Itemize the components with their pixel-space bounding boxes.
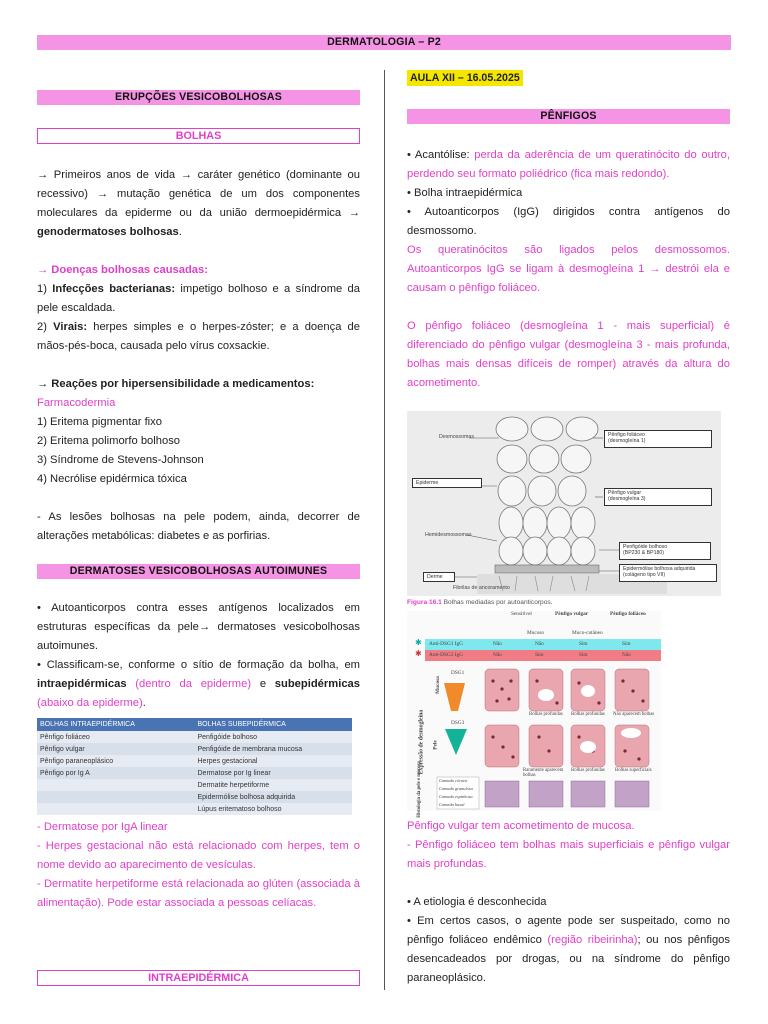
table-row: Epidermólise bolhosa adquirida (37, 791, 352, 803)
left-notes (37, 818, 360, 913)
fig2-marker-icon: ✱ (415, 649, 422, 658)
note-item: - Herpes gestacional não está relacionado com herpes, tem o nome devido ao aparecimento de vesículas. (37, 840, 360, 871)
fig2-row-label: Anti-DSG3 IgG (429, 652, 463, 658)
fig1-label: Fibrilas de ancoramento (453, 585, 510, 591)
fig1-label: Pênfigo vulgar (desmogleína 3) (604, 488, 712, 506)
acantolise-item: • Acantólise: perda da aderência de um queratinócito do outro, perdendo seu formato poliédrico (fica mais redondo). (407, 149, 730, 180)
item-2: 2) Virais: herpes simples e o herpes-zóster; e a doença de mãos-pés-boca, causada pelo vírus coxsackie. (37, 321, 360, 352)
intraepidermica-label: INTRAEPIDÉRMICA (37, 970, 360, 986)
fig2-dsg-label: DSG1 (451, 670, 465, 676)
fig2-under-label: Bolhas superficiais (615, 768, 652, 773)
fig2-col-header: Sensitivel (511, 611, 532, 617)
hyper-item: 3) Síndrome de Stevens-Johnson (37, 454, 204, 466)
fig2-col-header: Pênfigo vulgar (555, 611, 589, 617)
right-column-text-2 (407, 817, 730, 988)
farmaco-label: Farmacodermia (37, 397, 116, 409)
hyper-item: 2) Eritema polimorfo bolhoso (37, 435, 181, 447)
intro-paragraph: → Primeiros anos de vida → caráter genético (dominante ou recessivo) → mutação genética de um dos componentes moleculares da epiderme ou da união dermoepidérmica → genodermatoses bolhosas. (37, 169, 360, 238)
figure-bolhas-autoanticorpos (407, 411, 721, 596)
fig2-cell: Sim (622, 641, 631, 647)
fig1-label: Derme (423, 572, 455, 582)
table-row: Pênfigo foliáceo Penfigóide bolhoso (37, 731, 352, 743)
hyper-item: 1) Eritema pigmentar fixo (37, 416, 162, 428)
fig1-caption: Figura 16.1 Bolhas mediadas por autoanticorpos. (407, 599, 553, 606)
header-title: DERMATOLOGIA – P2 (37, 35, 731, 50)
queratinocitos-note: Os queratinócitos são ligados pelos desmossomos. Autoanticorpos IgG se ligam à desmogleína 1 → destrói ela e causam o pênfigo foliáceo. (407, 244, 730, 294)
right-column-text-1 (407, 146, 730, 393)
casos-item: • Em certos casos, o agente pode ser suspeitado, como no pênfigo foliáceo endêmico (região ribeirinha); ou nos pênfigos desencadeados por drogas, ou na síndrome do pênfigo paraneoplásico. (407, 915, 730, 984)
bolhas-table (37, 718, 352, 815)
fig2-cell: Não (622, 652, 631, 658)
fig2-layer-label: Camada granulosa (439, 786, 473, 791)
etiologia-item: • A etiologia é desconhecida (407, 896, 547, 908)
table-row: Pênfigo paraneoplásico Herpes gestacional (37, 755, 352, 767)
fig2-side-label: Pele (432, 740, 439, 750)
table-row: Dermatite herpetiforme (37, 779, 352, 791)
fig1-label: Desmossomas (439, 434, 475, 440)
fig2-under-label: Não aparecem bolhas (613, 712, 655, 717)
fig2-col-header: Pênfigo foliáceo (610, 611, 646, 617)
fig2-sub-header: Muco-cutâneo (572, 630, 603, 636)
superficial-note: - Pênfigo foliáceo tem bolhas mais superficiais e pênfigo vulgar mais profundas. (407, 839, 730, 870)
fig2-cell: Não (493, 652, 502, 658)
hyper-item: 4) Necrólise epidérmica tóxica (37, 473, 187, 485)
metabolic-note: - As lesões bolhosas na pele podem, ainda, decorrer de alterações metabólicas: diabetes e as porfirias. (37, 511, 360, 542)
section-title-autoimunes: DERMATOSES VESICOBOLHOSAS AUTOIMUNES (37, 564, 360, 579)
aula-date: AULA XII – 16.05.2025 (407, 70, 523, 86)
hyper-heading: → Reações por hipersensibilidade a medicamentos: (37, 378, 315, 390)
bolha-intra-item: • Bolha intraepidérmica (407, 187, 523, 199)
fig2-layer-label: Camada basal (439, 802, 465, 807)
fig2-side-label: Expressão de desmogleína (418, 709, 425, 775)
mucosa-note: Pênfigo vulgar tem acometimento de mucosa. (407, 820, 635, 832)
column-divider (384, 70, 385, 990)
fig1-label: Epiderme (412, 478, 482, 488)
fig2-side-label: Mucosa (434, 676, 441, 694)
fig2-cell: Sim (579, 652, 588, 658)
fig2-layer-label: Camada espinhosa (439, 794, 473, 799)
table-row: Pênfigo por Ig A Dermatose por Ig linear (37, 767, 352, 779)
fig1-label: Penfigóide bolhoso (BP230 & BP180) (619, 542, 711, 560)
fig2-dsg-label: DSG3 (451, 720, 465, 726)
table-header: BOLHAS INTRAEPIDÉRMICA (37, 718, 195, 731)
note-item: - Dermatose por IgA linear (37, 821, 168, 833)
fig2-cell: Não (535, 641, 544, 647)
fig2-layer-label: Camada córnea (439, 778, 468, 783)
fig2-under-label: Bolhas profundas (529, 712, 563, 717)
note-item: - Dermatite herpetiforme está relacionada ao glúten (associada à alimentação). Pode estar associada a pessoas celíacas. (37, 878, 360, 909)
left-column-text-1 (37, 166, 360, 546)
infec-heading: → Doenças bolhosas causadas: (37, 264, 208, 276)
fig2-cell: Sim (579, 641, 588, 647)
fig2-side-label: Histologia da pele e mucosa (416, 761, 422, 818)
fig2-under-label: Raramente aparecem bolhas (523, 768, 564, 778)
fig2-sub-header: Mucoso (527, 630, 545, 636)
section-title-erupcoes: ERUPÇÕES VESICOBOLHOSAS (37, 90, 360, 105)
item-1: 1) Infecções bacterianas: impetigo bolhoso e a síndrome da pele escaldada. (37, 283, 360, 314)
autoanticorpos-item: • Autoanticorpos (IgG) dirigidos contra antígenos do desmossomo. (407, 206, 730, 237)
table-row: Lúpus eritematoso bolhoso (37, 803, 352, 815)
table-row: Pênfigo vulgar Penfigóide de membrana mucosa (37, 743, 352, 755)
fig2-cell: Não (493, 641, 502, 647)
fig2-cell: Sim (535, 652, 544, 658)
table-header: BOLHAS SUBEPIDÉRMICA (195, 718, 353, 731)
foliaceo-note: O pênfigo foliáceo (desmogleína 1 - mais superficial) é diferenciado do pênfigo vulgar (desmogleína 3 - mais profunda, bolhas mais densas difíceis de romper) através da altura do acometimento. (407, 320, 730, 389)
figure-desmogleina (407, 611, 661, 818)
fig2-under-label: Bolhas profundas (571, 768, 605, 773)
bolhas-label: BOLHAS (37, 128, 360, 144)
auto-paragraph-2: • Classificam-se, conforme o sítio de formação da bolha, em intraepidérmicas (dentro da epiderme) e subepidérmicas (abaixo da epiderme). (37, 659, 360, 709)
section-title-penfigos: PÊNFIGOS (407, 109, 730, 124)
fig2-marker-icon: ✱ (415, 638, 422, 647)
fig1-label: Pênfigo foliáceo (desmogleína 1) (604, 430, 712, 448)
auto-paragraph-1: • Autoanticorpos contra esses antígenos localizados em estruturas específicas da pele→ dermatoses vesicobolhosas autoimunes. (37, 602, 360, 652)
fig1-label: Epidermólise bolhosa adquirida (colágeno tipo VII) (619, 564, 717, 582)
left-column-text-2 (37, 599, 360, 713)
fig2-under-label: Bolhas profundas (571, 712, 605, 717)
fig2-row-label: Anti-DSG1 IgG (429, 641, 463, 647)
fig1-label: Hemidesmossomas (425, 532, 472, 538)
